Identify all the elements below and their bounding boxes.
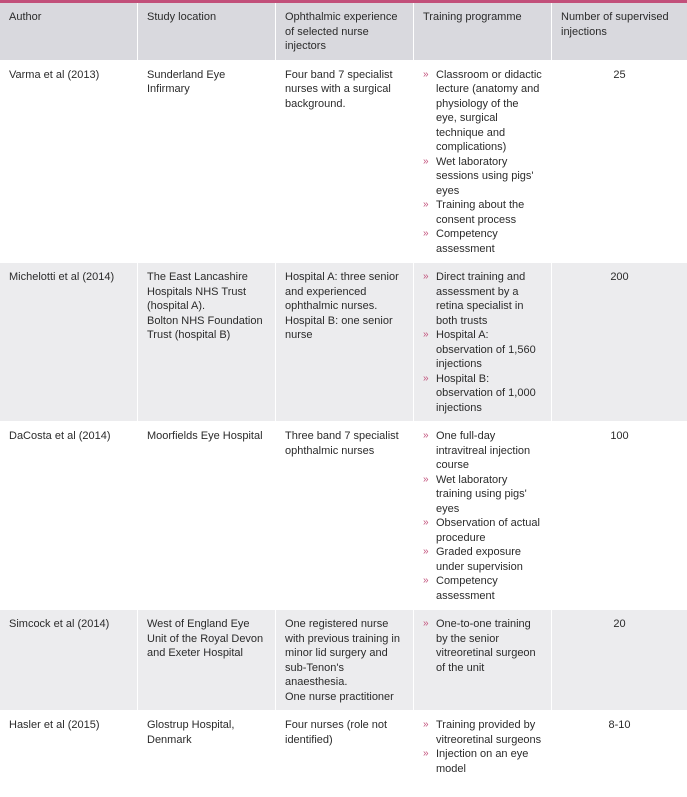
table-row [0, 610, 687, 711]
table-row [0, 61, 687, 264]
header-author: Author [0, 3, 138, 61]
experience-cell-line: One nurse practitioner [285, 690, 394, 703]
experience-cell [276, 422, 414, 610]
training-list-item [423, 372, 542, 416]
author-cell: Simcock et al (2014) [0, 610, 138, 711]
bullet-chevron-icon: » [423, 68, 429, 80]
injections-cell: 200 [552, 263, 687, 422]
bullet-chevron-icon: » [423, 372, 429, 384]
table-row [0, 263, 687, 422]
study-location-cell-line: Glostrup Hospital, Denmark [147, 719, 235, 746]
header-ophthalmic-experience: Ophthalmic experience of selected nurse injectors [276, 3, 414, 61]
injections-cell: 20 [552, 610, 687, 711]
training-list-item [423, 155, 542, 199]
study-location-cell-line: Moorfields Eye Hospital [147, 430, 263, 442]
training-programme-cell [414, 422, 552, 610]
bullet-chevron-icon: » [423, 719, 429, 730]
training-item-text: One full-day intravitreal injection course [436, 430, 531, 471]
study-location-cell-line: West of England Eye Unit of the Royal Devon and Exeter Hospital [147, 618, 264, 659]
experience-cell [276, 263, 414, 422]
experience-cell-line: Three band 7 specialist ophthalmic nurses [285, 430, 399, 457]
injections-cell: 25 [552, 61, 687, 264]
training-item-text: One-to-one training by the senior vitreoretinal surgeon of the unit [436, 618, 536, 674]
injections-cell: 100 [552, 422, 687, 610]
training-list-item [423, 617, 542, 675]
author-cell: DaCosta et al (2014) [0, 422, 138, 610]
header-number-of-injections: Number of supervised injections [552, 3, 687, 61]
author-cell: Varma et al (2013) [0, 61, 138, 264]
bullet-chevron-icon: » [423, 271, 429, 282]
training-list [423, 718, 542, 776]
training-item-text: Hospital A: observation of 1,560 injections [436, 329, 536, 370]
training-programme-cell [414, 263, 552, 422]
experience-cell-line: One registered nurse with previous training in minor lid surgery and sub-Tenon's anaesthesia. [285, 618, 400, 688]
bullet-chevron-icon: » [423, 329, 429, 340]
bullet-chevron-icon: » [423, 517, 429, 528]
training-programme-cell [414, 61, 552, 264]
training-list-item [423, 718, 542, 747]
training-programme-cell [414, 711, 552, 797]
training-item-text: Observation of actual procedure [436, 517, 540, 544]
training-item-text: Training provided by vitreoretinal surgeons [436, 719, 542, 746]
training-list-item [423, 429, 542, 473]
training-item-text: Graded exposure under supervision [436, 546, 523, 573]
experience-cell-line: Hospital B: one senior nurse [285, 314, 393, 341]
bullet-chevron-icon: » [423, 430, 429, 441]
training-list-item [423, 747, 542, 776]
experience-cell [276, 61, 414, 264]
study-location-cell-line: Sunderland Eye Infirmary [147, 68, 226, 95]
training-list-item [423, 574, 542, 603]
header-study-location: Study location [138, 3, 276, 61]
study-location-cell [138, 610, 276, 711]
training-item-text: Hospital B: observation of 1,000 injections [436, 372, 536, 414]
study-location-cell [138, 263, 276, 422]
training-list-item [423, 68, 542, 155]
training-list-item [423, 545, 542, 574]
study-location-cell [138, 61, 276, 264]
bullet-chevron-icon: » [423, 199, 429, 210]
training-list-item [423, 328, 542, 372]
header-row [0, 3, 687, 61]
header-training-programme: Training programme [414, 3, 552, 61]
training-item-text: Training about the consent process [436, 199, 525, 226]
training-list-item [423, 473, 542, 517]
experience-cell [276, 711, 414, 797]
table-row [0, 422, 687, 610]
bullet-chevron-icon: » [423, 748, 429, 759]
training-list [423, 68, 542, 257]
training-list-item [423, 227, 542, 256]
study-location-cell [138, 422, 276, 610]
experience-cell-line: Hospital A: three senior and experienced ophthalmic nurses. [285, 271, 399, 312]
author-cell: Michelotti et al (2014) [0, 263, 138, 422]
training-item-text: Direct training and assessment by a retina specialist in both trusts [436, 271, 526, 327]
bullet-chevron-icon: » [423, 228, 429, 239]
training-item-text: Injection on an eye model [436, 748, 529, 775]
study-location-cell-line: Bolton NHS Foundation Trust (hospital B) [147, 314, 263, 341]
training-list [423, 270, 542, 415]
training-list [423, 617, 542, 675]
training-item-text: Competency assessment [436, 575, 498, 602]
bullet-chevron-icon: » [423, 575, 429, 586]
training-item-text: Competency assessment [436, 228, 498, 255]
study-location-cell [138, 711, 276, 797]
training-list-item [423, 270, 542, 328]
bullet-chevron-icon: » [423, 155, 429, 167]
bullet-chevron-icon: » [423, 618, 429, 629]
training-list-item [423, 198, 542, 227]
training-list [423, 429, 542, 603]
training-item-text: Wet laboratory sessions using pigs' eyes [436, 155, 534, 197]
injections-cell: 8-10 [552, 711, 687, 797]
bullet-chevron-icon: » [423, 546, 429, 557]
table-row [0, 711, 687, 797]
experience-cell [276, 610, 414, 711]
training-item-text: Wet laboratory training using pigs' eyes [436, 473, 527, 515]
training-programme-cell [414, 610, 552, 711]
training-item-text: Classroom or didactic lecture (anatomy and physiology of the eye, surgical technique and complications) [436, 68, 542, 153]
studies-table [0, 3, 687, 797]
experience-cell-line: Four band 7 specialist nurses with a surgical background. [285, 68, 393, 110]
training-list-item [423, 516, 542, 545]
author-cell: Hasler et al (2015) [0, 711, 138, 797]
experience-cell-line: Four nurses (role not identified) [285, 719, 388, 746]
study-location-cell-line: The East Lancashire Hospitals NHS Trust (hospital A). [147, 271, 248, 312]
bullet-chevron-icon: » [423, 473, 429, 485]
